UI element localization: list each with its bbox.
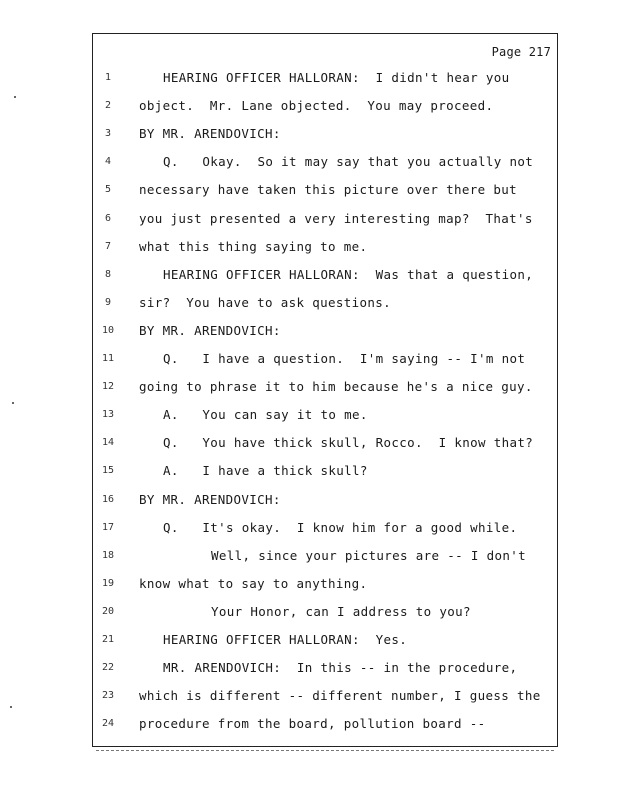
- scan-speck: [12, 402, 14, 404]
- transcript-line: [93, 124, 559, 152]
- line-text: Q. It's okay. I know him for a good while.: [163, 519, 518, 535]
- line-text: what this thing saying to me.: [139, 238, 368, 254]
- line-number: 18: [101, 549, 115, 561]
- transcript-line: [93, 152, 559, 180]
- line-text: Q. You have thick skull, Rocco. I know that?: [163, 435, 534, 451]
- page-number: Page 217: [491, 45, 551, 59]
- line-text: going to phrase it to him because he's a nice guy.: [139, 379, 533, 395]
- transcript-line: [93, 686, 559, 714]
- transcript-line: [93, 293, 559, 321]
- line-number: 10: [101, 324, 115, 336]
- transcript-line: [93, 180, 559, 208]
- transcript-line: [93, 546, 559, 574]
- transcript-line: [93, 658, 559, 686]
- line-number: 8: [104, 268, 112, 280]
- line-number: 13: [101, 409, 115, 421]
- line-number: 11: [101, 353, 115, 364]
- transcript-line: [93, 377, 559, 405]
- line-text: HEARING OFFICER HALLORAN: Yes.: [163, 632, 408, 647]
- line-text: Q. Okay. So it may say that you actually not: [163, 154, 534, 170]
- line-number: 17: [101, 521, 115, 533]
- line-text: Your Honor, can I address to you?: [211, 603, 471, 619]
- transcript-line: [93, 714, 559, 742]
- line-text: HEARING OFFICER HALLORAN: I didn't hear you: [163, 70, 510, 85]
- line-number: 2: [104, 100, 112, 112]
- line-number: 5: [104, 184, 112, 196]
- transcript-page: [92, 33, 558, 747]
- transcript-line: [93, 265, 559, 293]
- line-number: 7: [104, 240, 112, 252]
- transcript-line: [93, 237, 559, 265]
- line-text: Q. I have a question. I'm saying -- I'm not: [163, 351, 526, 366]
- line-number: 22: [101, 662, 115, 674]
- line-text: BY MR. ARENDOVICH:: [139, 322, 281, 338]
- line-number: 16: [101, 493, 115, 505]
- line-text: object. Mr. Lane objected. You may proceed.: [139, 98, 494, 114]
- line-number: 3: [104, 128, 112, 140]
- line-number: 9: [104, 296, 112, 308]
- line-number: 19: [101, 577, 115, 589]
- transcript-line: [93, 490, 559, 518]
- line-text: sir? You have to ask questions.: [139, 294, 392, 310]
- transcript-line: [93, 68, 559, 96]
- transcript-line: [93, 209, 559, 237]
- line-number: 1: [104, 72, 112, 83]
- line-number: 23: [101, 690, 115, 702]
- line-number: 12: [101, 381, 115, 393]
- line-number: 21: [101, 634, 115, 645]
- line-text: A. You can say it to me.: [163, 407, 368, 423]
- line-number: 15: [101, 465, 115, 477]
- line-number: 20: [101, 605, 115, 617]
- transcript-line: [93, 630, 559, 658]
- transcript-line: [93, 433, 559, 461]
- line-number: 4: [104, 156, 112, 168]
- bottom-scan-strip: [96, 750, 554, 751]
- transcript-line: [93, 461, 559, 489]
- line-text: BY MR. ARENDOVICH:: [139, 126, 281, 142]
- line-number: 14: [101, 437, 115, 449]
- transcript-line: [93, 574, 559, 602]
- line-number: 6: [104, 212, 112, 224]
- line-text: which is different -- different number, I guess the: [139, 688, 541, 704]
- line-number: 24: [101, 718, 115, 730]
- transcript-line: [93, 518, 559, 546]
- transcript-line: [93, 349, 559, 377]
- line-text: you just presented a very interesting map? That's: [139, 210, 533, 226]
- line-text: HEARING OFFICER HALLORAN: Was that a question,: [163, 266, 534, 282]
- line-text: procedure from the board, pollution board --: [139, 716, 486, 732]
- line-text: necessary have taken this picture over there but: [139, 182, 518, 198]
- line-text: Well, since your pictures are -- I don't: [211, 547, 527, 563]
- transcript-line: [93, 96, 559, 124]
- scan-speck: [10, 706, 12, 708]
- transcript-line: [93, 602, 559, 630]
- line-text: A. I have a thick skull?: [163, 463, 368, 479]
- line-text: BY MR. ARENDOVICH:: [139, 491, 281, 507]
- transcript-line: [93, 321, 559, 349]
- line-text: know what to say to anything.: [139, 575, 368, 591]
- scan-speck: [14, 96, 16, 98]
- line-text: MR. ARENDOVICH: In this -- in the procedure,: [163, 660, 518, 676]
- transcript-line: [93, 405, 559, 433]
